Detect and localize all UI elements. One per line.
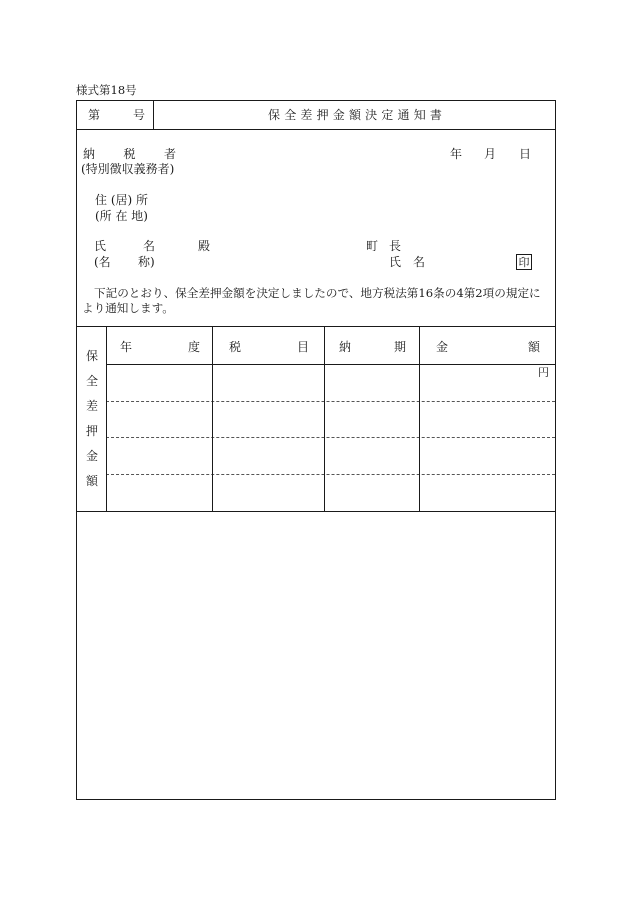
column-header-tax-item: 税 目 xyxy=(229,340,309,354)
document-title: 保 全 差 押 金 額 決 定 通 知 書 xyxy=(268,108,442,122)
date-month: 月 xyxy=(484,147,497,161)
mayor-title-second: 長 xyxy=(389,239,402,253)
entity-name-label-first: (名 xyxy=(94,255,111,269)
address-sub-label: (所 在 地) xyxy=(95,209,148,223)
row-separator xyxy=(106,437,555,438)
mayor-name-label-second: 名 xyxy=(413,255,426,269)
notice-line-1: 下記のとおり、保全差押金額を決定しましたので、地方税法第16条の4第2項の規定に xyxy=(94,286,541,300)
table-top-border xyxy=(77,326,555,327)
column-divider xyxy=(212,327,213,511)
column-divider xyxy=(324,327,325,511)
mayor-name-label-first: 氏 xyxy=(389,255,402,269)
row-separator xyxy=(106,474,555,475)
table-bottom-border xyxy=(77,511,555,512)
mayor-title-first: 町 xyxy=(366,239,379,253)
honorific: 殿 xyxy=(198,239,211,253)
name-label-second: 名 xyxy=(143,239,156,253)
address-label: 住 (居) 所 xyxy=(95,193,148,207)
document-frame xyxy=(76,100,556,800)
table-header-divider xyxy=(106,364,555,365)
taxpayer-label: 納 税 者 xyxy=(83,147,176,161)
column-header-due-date: 納 期 xyxy=(339,340,406,354)
taxpayer-sub-label: (特別徴収義務者) xyxy=(81,162,175,176)
header-divider xyxy=(77,129,555,130)
column-header-year: 年 度 xyxy=(120,340,200,354)
table-side-label: 保 全 差 押 金 額 xyxy=(85,349,98,488)
notice-line-2: より通知します。 xyxy=(82,301,174,315)
number-suffix: 号 xyxy=(133,108,146,122)
date-day: 日 xyxy=(519,147,532,161)
column-header-amount: 金 額 xyxy=(436,340,540,354)
column-divider xyxy=(419,327,420,511)
form-number: 様式第18号 xyxy=(76,83,137,97)
currency-unit: 円 xyxy=(538,366,549,379)
entity-name-label-second: 称) xyxy=(138,255,155,269)
row-separator xyxy=(106,401,555,402)
date-year: 年 xyxy=(450,147,463,161)
seal-mark: 印 xyxy=(516,254,532,270)
header-number-divider xyxy=(153,101,154,129)
number-prefix: 第 xyxy=(88,108,101,122)
name-label-first: 氏 xyxy=(94,239,107,253)
side-label-divider xyxy=(106,327,107,511)
